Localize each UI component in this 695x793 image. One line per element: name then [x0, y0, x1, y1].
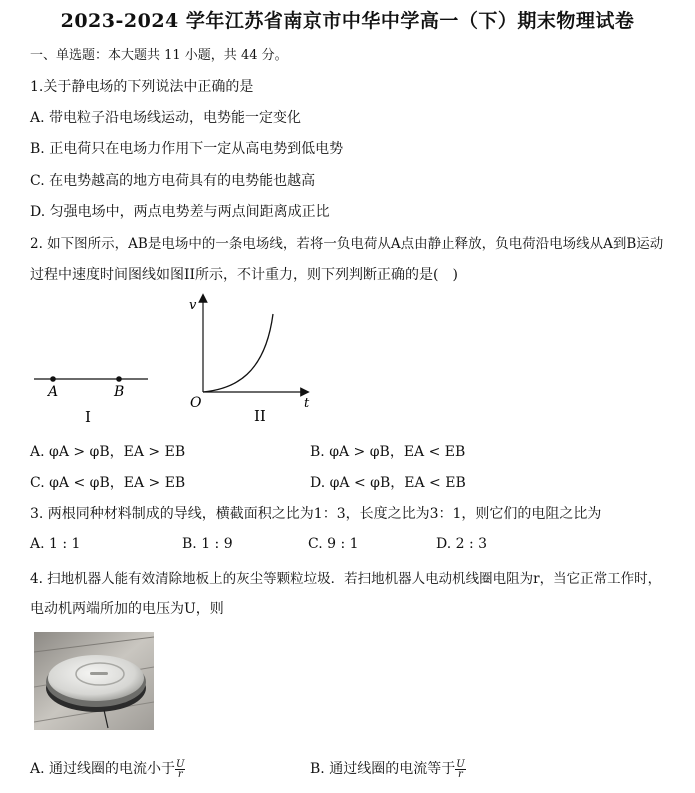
q4-option-b-text: B. 通过线圈的电流等于	[310, 761, 456, 777]
vt-curve	[203, 314, 273, 392]
q3-option-d: D. 2 : 3	[436, 536, 488, 552]
q4-stem-line1: 4. 扫地机器人能有效清除地板上的灰尘等颗粒垃圾．若扫地机器人电动机线圈电阻为r，当它正常工作时，	[30, 571, 662, 587]
q2-option-d: D. φA < φB，EA < EB	[310, 475, 466, 491]
fraction-u-over-r: $\frac{U}{r}$	[456, 758, 465, 780]
q3-option-a: A. 1 : 1	[30, 536, 81, 552]
q1-option-c: C. 在电势越高的地方电荷具有的电势能也越高	[30, 173, 316, 189]
q2-option-c: C. φA < φB，EA > EB	[30, 475, 186, 491]
origin-label: O	[190, 395, 202, 411]
figure-vt-graph	[180, 292, 330, 427]
q2-stem-line2: 过程中速度时间图线如图II所示，不计重力，则下列判断正确的是( )	[30, 267, 458, 283]
q2-option-b: B. φA > φB，EA < EB	[310, 444, 466, 460]
q1-stem: 1.关于静电场的下列说法中正确的是	[30, 79, 254, 95]
point-a-dot	[50, 376, 56, 382]
fraction-u-over-r: $\frac{U}{r}$	[176, 758, 185, 780]
robot-vacuum-photo	[34, 632, 154, 730]
q4-stem-line2: 电动机两端所加的电压为U，则	[30, 601, 224, 617]
q1-option-a: A. 带电粒子沿电场线运动，电势能一定变化	[30, 110, 302, 126]
q1-option-b: B. 正电荷只在电场力作用下一定从高电势到低电势	[30, 141, 344, 157]
q3-stem: 3. 两根同种材料制成的导线，横截面积之比为1：3，长度之比为3：1，则它们的电阻之比为	[30, 506, 602, 522]
q4-option-a	[30, 758, 185, 779]
page-title: 2023-2024 学年江苏省南京市中华中学高一（下）期末物理试卷	[60, 10, 635, 32]
q4-option-a-text: A. 通过线圈的电流小于	[30, 761, 176, 777]
q4-option-b	[310, 758, 466, 779]
figure-field-line	[30, 360, 160, 430]
q3-option-b: B. 1 : 9	[182, 536, 233, 552]
point-b-dot	[116, 376, 122, 382]
point-a-label: A	[48, 384, 59, 400]
v-axis-label: v	[189, 298, 197, 313]
q2-option-a: A. φA > φB，EA > EB	[30, 444, 186, 460]
figure-i-caption: I	[85, 408, 91, 426]
point-b-label: B	[114, 384, 125, 400]
q3-option-c: C. 9 : 1	[308, 536, 359, 552]
figure-ii-caption: II	[254, 407, 266, 425]
section-heading: 一、单选题：本大题共 11 小题，共 44 分。	[30, 48, 288, 63]
t-axis-label: t	[304, 396, 310, 411]
q1-option-d: D. 匀强电场中，两点电势差与两点间距离成正比	[30, 204, 330, 220]
q2-stem-line1: 2. 如下图所示，AB是电场中的一条电场线，若将一负电荷从A点由静止释放，负电荷沿电场线从A到B运动	[30, 236, 664, 252]
